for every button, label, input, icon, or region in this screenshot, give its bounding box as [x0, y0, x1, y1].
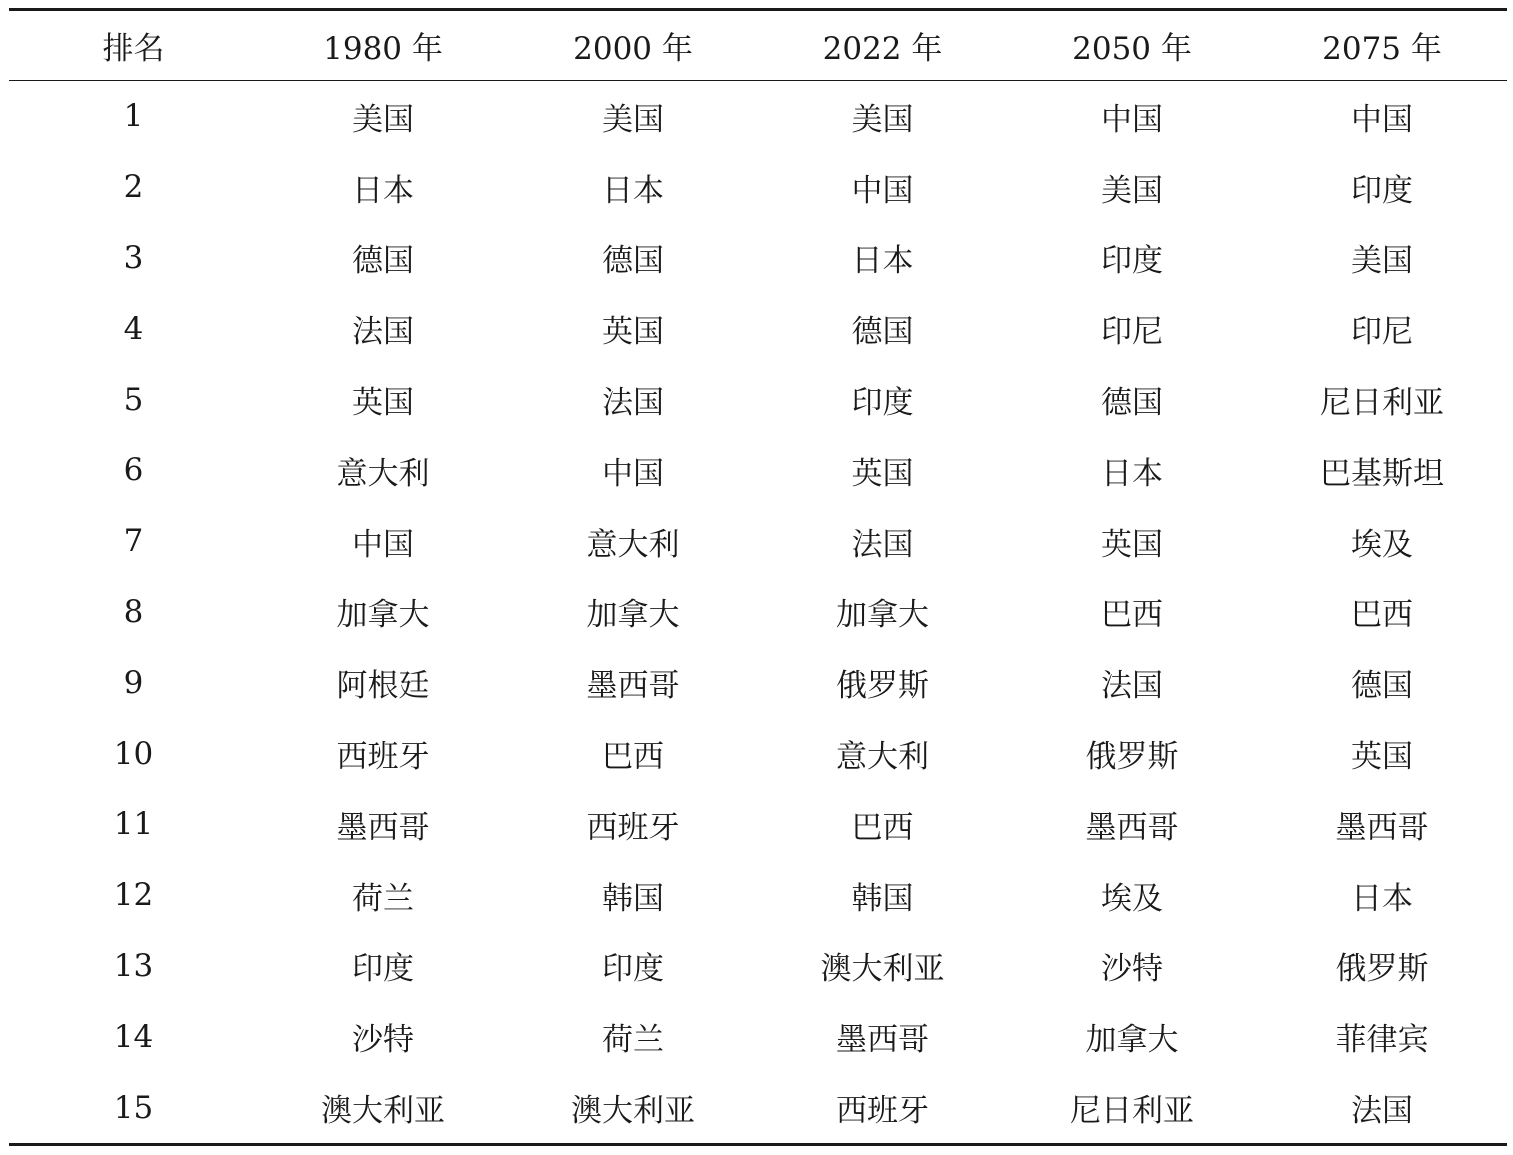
cell-2022: 日本	[851, 243, 914, 280]
cell-2075: 印尼	[1351, 314, 1413, 351]
cell-1980: 中国	[352, 526, 414, 563]
cell-2075: 英国	[1351, 739, 1413, 776]
cell-rank: 6	[123, 452, 144, 489]
table-row	[9, 152, 1507, 223]
cell-1980: 意大利	[336, 455, 430, 492]
cell-rank: 3	[123, 239, 144, 276]
header-rank: 排名	[9, 10, 258, 81]
header-2000: 2000 年	[508, 10, 758, 81]
cell-2050: 日本	[1101, 455, 1163, 492]
cell-rank: 11	[113, 806, 154, 843]
cell-rank: 5	[123, 381, 144, 418]
cell-2000: 韩国	[602, 880, 664, 917]
cell-2022: 中国	[851, 172, 914, 209]
header-2022: 2022 年	[758, 10, 1007, 81]
cell-2022: 墨西哥	[836, 1022, 929, 1059]
cell-2000: 法国	[602, 385, 664, 422]
table-row	[9, 223, 1507, 294]
cell-rank: 1	[123, 98, 144, 135]
cell-1980: 墨西哥	[336, 809, 430, 846]
cell-2022: 巴西	[851, 809, 914, 846]
cell-rank: 9	[123, 664, 144, 701]
cell-2022: 西班牙	[758, 1072, 1007, 1144]
table-row	[9, 718, 1507, 789]
cell-2000: 意大利	[586, 526, 680, 563]
table-row	[9, 860, 1507, 931]
cell-1980: 加拿大	[336, 597, 430, 634]
cell-rank: 2	[123, 169, 144, 206]
header-row	[9, 10, 1507, 81]
cell-1980: 西班牙	[336, 739, 430, 776]
table-header	[9, 10, 1507, 81]
cell-2022: 俄罗斯	[836, 668, 929, 705]
table-row	[9, 1072, 1507, 1144]
cell-2050: 中国	[1101, 101, 1163, 138]
cell-2075: 法国	[1257, 1072, 1507, 1144]
cell-2050: 美国	[1101, 172, 1163, 209]
cell-2050: 巴西	[1101, 597, 1163, 634]
cell-2022: 法国	[851, 526, 914, 563]
cell-rank: 10	[113, 735, 154, 772]
cell-2000: 中国	[602, 455, 664, 492]
table-row	[9, 435, 1507, 506]
cell-2000: 澳大利亚	[508, 1072, 758, 1144]
cell-2075: 埃及	[1351, 526, 1413, 563]
cell-2050: 印尼	[1101, 314, 1163, 351]
cell-2050: 加拿大	[1085, 1022, 1179, 1059]
cell-2075: 美国	[1351, 243, 1413, 280]
cell-2000: 英国	[602, 314, 664, 351]
cell-2050: 尼日利亚	[1007, 1072, 1257, 1144]
cell-2050: 埃及	[1101, 880, 1163, 917]
table-row	[9, 789, 1507, 860]
cell-2075: 俄罗斯	[1335, 951, 1429, 988]
cell-1980: 印度	[352, 951, 414, 988]
table-row	[9, 931, 1507, 1002]
cell-2075: 德国	[1351, 668, 1413, 705]
cell-rank: 8	[123, 593, 144, 630]
cell-2050: 墨西哥	[1085, 809, 1179, 846]
cell-2000: 西班牙	[586, 809, 680, 846]
cell-1980: 阿根廷	[336, 668, 430, 705]
cell-rank: 15	[9, 1072, 258, 1144]
cell-2050: 法国	[1101, 668, 1163, 705]
cell-2022: 澳大利亚	[820, 951, 945, 988]
cell-2000: 巴西	[602, 739, 664, 776]
cell-rank: 14	[113, 1018, 154, 1055]
cell-2000: 墨西哥	[586, 668, 680, 705]
cell-1980: 美国	[352, 101, 414, 138]
table-row	[9, 293, 1507, 364]
table-row	[9, 506, 1507, 577]
table-row	[9, 1001, 1507, 1072]
table-row	[9, 577, 1507, 648]
cell-2075: 巴基斯坦	[1320, 455, 1444, 492]
cell-rank: 7	[123, 523, 144, 560]
cell-2022: 美国	[851, 101, 914, 138]
cell-2000: 印度	[602, 951, 664, 988]
cell-2050: 英国	[1101, 526, 1163, 563]
cell-1980: 澳大利亚	[258, 1072, 508, 1144]
cell-2000: 美国	[602, 101, 664, 138]
ranking-table	[9, 8, 1507, 1146]
cell-2022: 加拿大	[836, 597, 929, 634]
cell-2075: 墨西哥	[1335, 809, 1429, 846]
cell-2075: 菲律宾	[1335, 1022, 1429, 1059]
cell-1980: 法国	[352, 314, 414, 351]
table-row	[9, 81, 1507, 152]
header-2075: 2075 年	[1257, 10, 1507, 81]
cell-rank: 12	[113, 877, 154, 914]
cell-2022: 德国	[851, 314, 914, 351]
cell-2022: 意大利	[836, 739, 929, 776]
table-body	[9, 81, 1507, 1145]
cell-2000: 荷兰	[602, 1022, 664, 1059]
cell-2022: 英国	[851, 455, 914, 492]
cell-2075: 中国	[1351, 101, 1413, 138]
cell-2000: 德国	[602, 243, 664, 280]
cell-1980: 荷兰	[352, 880, 414, 917]
cell-2050: 印度	[1101, 243, 1163, 280]
cell-rank: 4	[123, 310, 144, 347]
cell-2075: 尼日利亚	[1320, 385, 1444, 422]
cell-2075: 日本	[1351, 880, 1413, 917]
header-1980: 1980 年	[258, 10, 508, 81]
cell-2050: 俄罗斯	[1085, 739, 1179, 776]
cell-rank: 13	[113, 947, 154, 984]
cell-2050: 沙特	[1101, 951, 1163, 988]
cell-1980: 英国	[352, 385, 414, 422]
cell-2000: 日本	[602, 172, 664, 209]
cell-2022: 韩国	[851, 880, 914, 917]
ranking-table-container	[9, 8, 1507, 1146]
table-row	[9, 647, 1507, 718]
header-2050: 2050 年	[1007, 10, 1257, 81]
cell-1980: 日本	[352, 172, 414, 209]
cell-2075: 印度	[1351, 172, 1413, 209]
cell-2022: 印度	[851, 385, 914, 422]
cell-2050: 德国	[1101, 385, 1163, 422]
cell-1980: 德国	[352, 243, 414, 280]
cell-2075: 巴西	[1351, 597, 1413, 634]
cell-1980: 沙特	[352, 1022, 414, 1059]
cell-2000: 加拿大	[586, 597, 680, 634]
table-row	[9, 364, 1507, 435]
